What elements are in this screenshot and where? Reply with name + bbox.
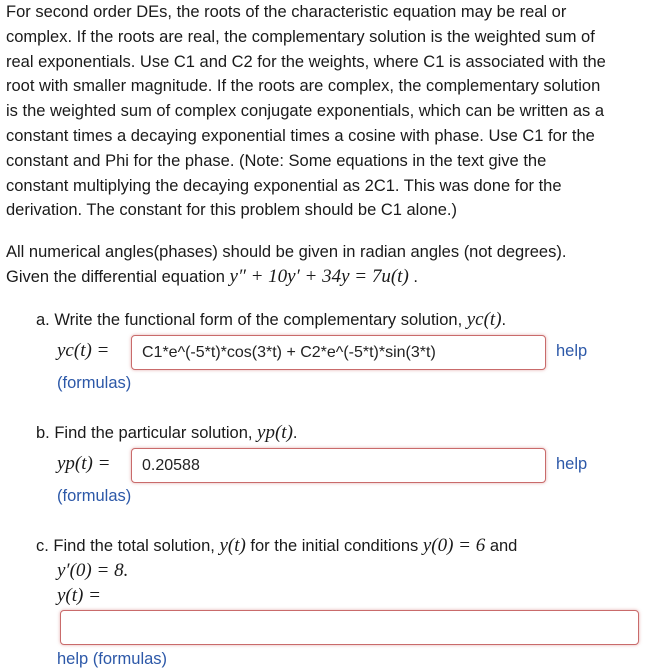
instructions-line: constant and Phi for the phase. (Note: Some equations in the text give the xyxy=(6,151,547,170)
part-a-prompt: a. Write the functional form of the complementary solution, y‌c(t). xyxy=(36,309,507,330)
part-c-prompt: c. Find the total solution, y(t) for the initial conditions y(0) = 6 and xyxy=(36,535,518,556)
instructions-line: is the weighted sum of complex conjugate exponentials, which can be written as a xyxy=(6,102,605,121)
part-b-label: yp(t) = xyxy=(57,453,111,474)
part-b-prompt-math: yp(t) xyxy=(257,422,293,443)
instructions-line: real exponentials. Use C1 and C2 for the weights, where C1 is associated with the xyxy=(6,52,606,71)
part-b-prompt: b. Find the particular solution, yp(t). xyxy=(36,422,298,443)
part-c-formulas-link[interactable]: (formulas) xyxy=(92,650,168,668)
instructions-line: constant times a decaying exponential times a cosine with phase. Use C1 for the xyxy=(6,126,595,145)
part-b-help-link[interactable]: help xyxy=(556,455,588,473)
part-b-formulas-link[interactable]: (formulas) xyxy=(57,487,132,505)
complementary-solution-input[interactable]: C1*e^(-5*t)*cos(3*t) + C2*e^(-5*t)*sin(3*t) xyxy=(131,335,546,370)
part-c-prompt-math-y: y(t) xyxy=(219,535,246,556)
particular-solution-input[interactable]: 0.20588 xyxy=(131,448,546,483)
part-c-initial-condition-y0: y(0) = 6 xyxy=(422,535,486,556)
part-a-formulas-link[interactable]: (formulas) xyxy=(57,374,132,392)
instructions-line: complex. If the roots are real, the complementary solution is the weighted sum of xyxy=(6,27,595,46)
part-c-label: y(t) = xyxy=(57,585,101,606)
instructions-paragraph xyxy=(6,0,646,223)
total-solution-input[interactable] xyxy=(60,610,639,645)
part-c-initial-condition-dy0: y′(0) = 8. xyxy=(57,560,129,581)
given-equation-line: Given the differential equation y″ + 10y′ + 34y = 7u(t) . xyxy=(6,265,418,287)
angle-note: All numerical angles(phases) should be given in radian angles (not degrees). xyxy=(6,243,567,261)
part-c-links xyxy=(57,650,167,669)
part-a-label: yc(t) = xyxy=(57,340,110,361)
part-a-prompt-math: y‌c(t) xyxy=(466,309,502,330)
problem-statement xyxy=(6,240,646,290)
instructions-line: root with smaller magnitude. If the roots are complex, the complementary solution xyxy=(6,77,601,96)
part-a-help-link[interactable]: help xyxy=(556,342,588,360)
instructions-line: constant multiplying the decaying exponential as 2C1. This was done for the xyxy=(6,176,562,195)
part-c-help-link[interactable]: help xyxy=(57,650,89,668)
instructions-line: derivation. The constant for this problem should be C1 alone.) xyxy=(6,201,457,220)
instructions-line: For second order DEs, the roots of the characteristic equation may be real or xyxy=(6,3,567,21)
differential-equation: y″ + 10y′ + 34y = 7u(t) xyxy=(229,265,409,287)
